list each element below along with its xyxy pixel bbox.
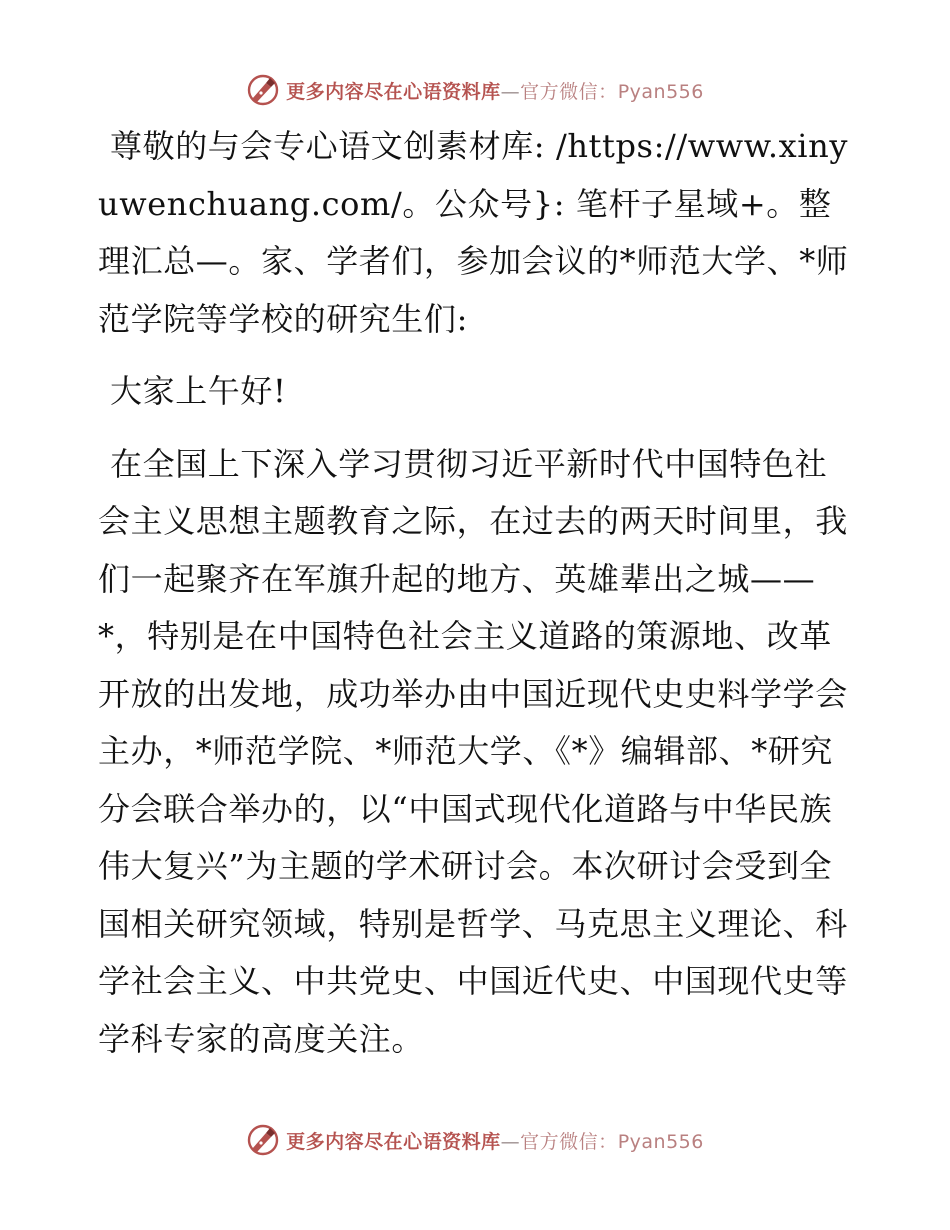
banner-text xyxy=(286,77,704,104)
document-body xyxy=(98,118,850,1086)
banner-text xyxy=(286,1127,704,1154)
banner-wechat-id: Pyan556 xyxy=(617,80,704,103)
banner-main-text: 更多内容尽在心语资料库 xyxy=(286,1130,501,1153)
banner-main-text: 更多内容尽在心语资料库 xyxy=(286,80,501,103)
paragraph-salutation: 尊敬的与会专心语文创素材库: /https://www.xinyuwenchuang.com/。公众号}: 笔杆子星域+。整理汇总—。家、学者们，参加会议的*师范大学、*师范学院等学校的研究生们: xyxy=(98,127,849,338)
banner-separator: — xyxy=(500,1130,521,1153)
paragraph-body: 在全国上下深入学习贯彻习近平新时代中国特色社会主义思想主题教育之际，在过去的两天时间里，我们一起聚齐在军旗升起的地方、英雄辈出之城——*，特别是在中国特色社会主义道路的策源地、改革开放的出发地，成功举办由中国近现代史史料学学会主办，*师范学院、*师范大学、《*》编辑部、*研究分会联合举办的，以“中国式现代化道路与中华民族伟大复兴”为主题的学术研讨会。本次研讨会受到全国相关研究领域，特别是哲学、马克思主义理论、科学社会主义、中共党史、中国近代史、中国现代史等学科专家的高度关注。 xyxy=(98,444,848,1058)
footer-banner xyxy=(0,1120,950,1160)
banner-wechat-label: 官方微信： xyxy=(520,80,618,103)
banner-wechat-label: 官方微信： xyxy=(520,1130,618,1153)
pen-nib-logo-icon xyxy=(246,1123,280,1157)
paragraph-greeting: 大家上午好! xyxy=(110,372,287,410)
pen-nib-logo-icon xyxy=(246,73,280,107)
banner-wechat-id: Pyan556 xyxy=(617,1130,704,1153)
header-banner xyxy=(0,70,950,110)
banner-separator: — xyxy=(500,80,521,103)
